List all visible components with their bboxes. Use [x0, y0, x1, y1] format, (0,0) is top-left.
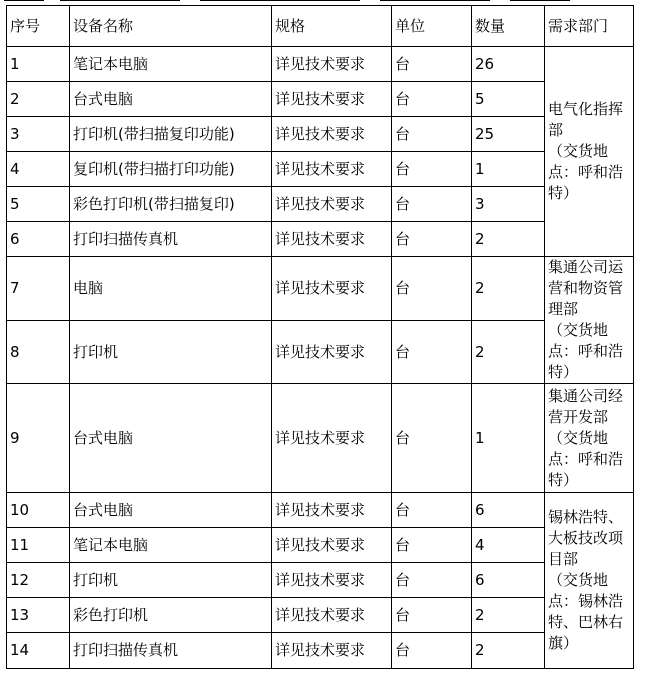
equipment-name: 台式电脑	[70, 493, 272, 528]
quantity: 2	[472, 633, 545, 669]
delivery-location: （交货地点：锡林浩特、巴林右旗）	[548, 571, 624, 652]
unit: 台	[392, 187, 472, 222]
spec: 详见技术要求	[272, 493, 392, 528]
row-number: 9	[7, 384, 70, 493]
equipment-name: 打印扫描传真机	[70, 222, 272, 257]
quantity: 5	[472, 82, 545, 117]
department-name: 集通公司运营和物资管理部	[548, 258, 624, 318]
row-number: 12	[7, 563, 70, 598]
unit: 台	[392, 257, 472, 321]
table-row	[7, 152, 634, 187]
spec: 详见技术要求	[272, 528, 392, 563]
table-row	[7, 117, 634, 152]
equipment-name: 复印机(带扫描打印功能)	[70, 152, 272, 187]
quantity: 6	[472, 563, 545, 598]
equipment-name: 彩色打印机(带扫描复印)	[70, 187, 272, 222]
unit: 台	[392, 563, 472, 598]
spec: 详见技术要求	[272, 321, 392, 384]
header-cell: 规格	[272, 6, 392, 47]
table-row	[7, 493, 634, 528]
spec: 详见技术要求	[272, 563, 392, 598]
quantity: 3	[472, 187, 545, 222]
spec: 详见技术要求	[272, 222, 392, 257]
spec: 详见技术要求	[272, 82, 392, 117]
row-number: 14	[7, 633, 70, 669]
row-number: 5	[7, 187, 70, 222]
row-number: 2	[7, 82, 70, 117]
quantity: 2	[472, 222, 545, 257]
row-number: 11	[7, 528, 70, 563]
equipment-table	[6, 5, 634, 669]
table-row	[7, 384, 634, 493]
row-number: 8	[7, 321, 70, 384]
quantity: 1	[472, 152, 545, 187]
department-name: 集通公司经营开发部	[548, 386, 624, 426]
spec: 详见技术要求	[272, 257, 392, 321]
row-number: 3	[7, 117, 70, 152]
equipment-name: 台式电脑	[70, 384, 272, 493]
table-row	[7, 633, 634, 669]
header-cell: 数量	[472, 6, 545, 47]
delivery-location: （交货地点：呼和浩特）	[548, 142, 624, 202]
row-number: 13	[7, 598, 70, 633]
spec: 详见技术要求	[272, 117, 392, 152]
spec: 详见技术要求	[272, 187, 392, 222]
header-cell: 单位	[392, 6, 472, 47]
quantity: 25	[472, 117, 545, 152]
header-cell: 需求部门	[545, 6, 634, 47]
quantity: 4	[472, 528, 545, 563]
department-cell	[545, 384, 634, 493]
quantity: 6	[472, 493, 545, 528]
unit: 台	[392, 321, 472, 384]
spec: 详见技术要求	[272, 384, 392, 493]
table-row	[7, 528, 634, 563]
quantity: 26	[472, 47, 545, 82]
table-row	[7, 598, 634, 633]
equipment-name: 台式电脑	[70, 82, 272, 117]
table-row	[7, 222, 634, 257]
header-cell: 设备名称	[70, 6, 272, 47]
spec: 详见技术要求	[272, 633, 392, 669]
department-name: 锡林浩特、大板技改项目部	[548, 508, 624, 568]
equipment-name: 电脑	[70, 257, 272, 321]
unit: 台	[392, 117, 472, 152]
quantity: 2	[472, 257, 545, 321]
equipment-name: 笔记本电脑	[70, 47, 272, 82]
table-row	[7, 47, 634, 82]
unit: 台	[392, 384, 472, 493]
equipment-name: 打印机	[70, 321, 272, 384]
unit: 台	[392, 528, 472, 563]
department-cell	[545, 257, 634, 384]
table-row	[7, 563, 634, 598]
table-row	[7, 187, 634, 222]
delivery-location: （交货地点：呼和浩特）	[548, 428, 624, 489]
department-cell	[545, 47, 634, 257]
row-number: 10	[7, 493, 70, 528]
table-row	[7, 257, 634, 321]
quantity: 1	[472, 384, 545, 493]
table-row	[7, 321, 634, 384]
unit: 台	[392, 222, 472, 257]
row-number: 6	[7, 222, 70, 257]
table-row	[7, 82, 634, 117]
equipment-name: 打印机	[70, 563, 272, 598]
row-number: 4	[7, 152, 70, 187]
department-name: 电气化指挥部	[548, 100, 624, 139]
equipment-name: 打印机(带扫描复印功能)	[70, 117, 272, 152]
unit: 台	[392, 598, 472, 633]
row-number: 7	[7, 257, 70, 321]
unit: 台	[392, 152, 472, 187]
equipment-name: 打印扫描传真机	[70, 633, 272, 669]
equipment-name: 彩色打印机	[70, 598, 272, 633]
unit: 台	[392, 633, 472, 669]
unit: 台	[392, 47, 472, 82]
quantity: 2	[472, 321, 545, 384]
spec: 详见技术要求	[272, 47, 392, 82]
spec: 详见技术要求	[272, 152, 392, 187]
unit: 台	[392, 493, 472, 528]
department-cell	[545, 493, 634, 669]
unit: 台	[392, 82, 472, 117]
row-number: 1	[7, 47, 70, 82]
spec: 详见技术要求	[272, 598, 392, 633]
header-row	[7, 6, 634, 47]
equipment-name: 笔记本电脑	[70, 528, 272, 563]
quantity: 2	[472, 598, 545, 633]
delivery-location: （交货地点：呼和浩特）	[548, 321, 624, 381]
header-cell: 序号	[7, 6, 70, 47]
